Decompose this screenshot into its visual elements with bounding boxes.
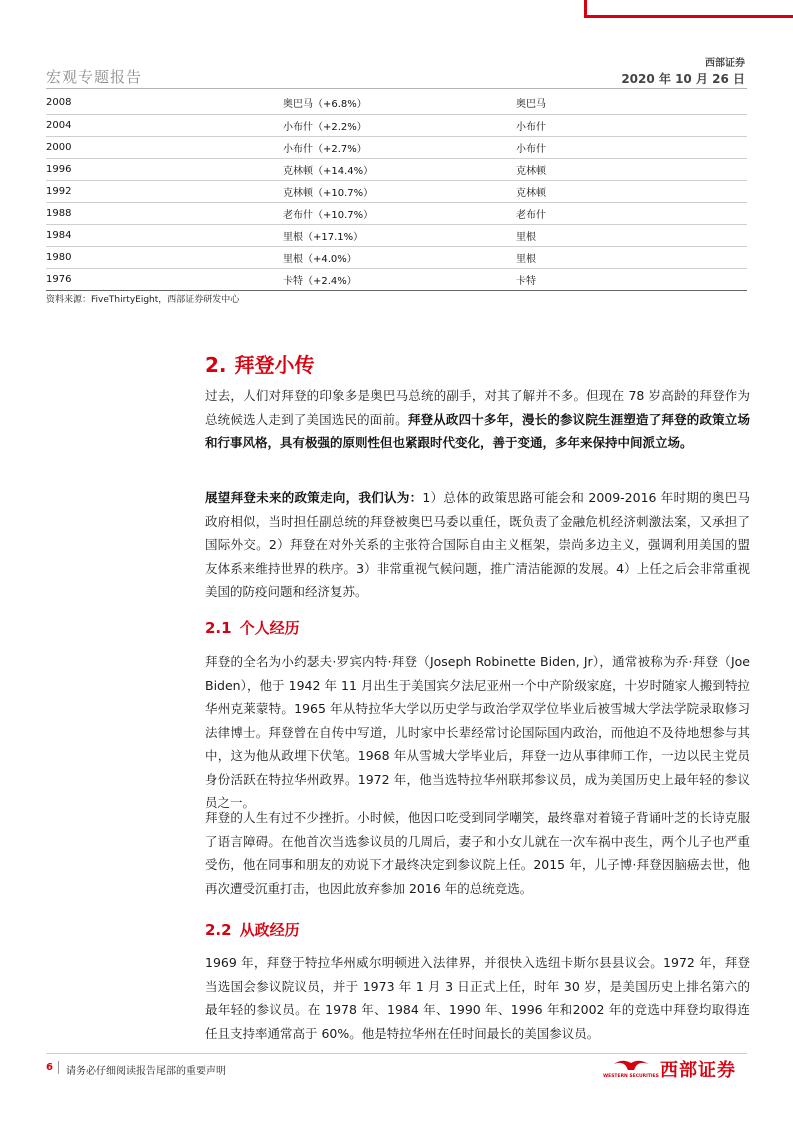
table-row [46,136,747,158]
cell-winner: 克林顿 [516,158,747,180]
table-row [46,114,747,136]
section-2-1-para-1: 拜登的全名为小约瑟夫·罗宾内特·拜登（Joseph Robinette Biden, Jr），通常被称为乔·拜登（Joe Biden），他于 1942 年 11 月出生于美国宾夕法尼亚州一个中产阶级家庭，十岁时随家人搬到特拉华州克莱蒙特。1965 年从特拉华大学以历史学与政治学双学位毕业后被雪城大学法学院录取修习法律博士。拜登曾在自传中写道，儿时家中长辈经常讨论国际国内政治，而他迫不及待地想参与其中，这为他从政埋下伏笔。1968 年从雪城大学毕业后，拜登一边从事律师工作，一边以民主党员身份活跃在特拉华州政界。1972 年，他当选特拉华州联邦参议员，成为美国历史上最年轻的参议员之一。 [205,654,750,810]
cell-year: 1980 [46,246,283,268]
section-2-number: 2. [205,353,227,377]
section-2-1-title: 个人经历 [239,619,300,637]
page-number: 6 [46,1062,53,1073]
cell-year: 1992 [46,180,283,202]
table-row [46,158,747,180]
cell-candidate: 小布什（+2.2%） [283,114,516,136]
cell-year: 1996 [46,158,283,180]
intro-bold: 拜登从政四十多年，漫长的参议院生涯塑造了拜登的政策立场和行事风格，具有极强的原则性但也紧跟时代变化，善于变通，多年来保持中间派立场。 [205,411,750,450]
section-2-title: 拜登小传 [234,353,315,377]
footer-divider [46,1053,747,1054]
cell-year: 2008 [46,92,283,114]
cell-candidate: 老布什（+10.7%） [283,202,516,224]
table-row [46,268,747,290]
cell-candidate: 里根（+17.1%） [283,224,516,246]
cell-candidate: 克林顿（+14.4%） [283,158,516,180]
section-2-intro [205,384,750,455]
corner-accent-horizontal [584,15,793,18]
section-2-2-title: 从政经历 [239,921,300,939]
cell-year: 1976 [46,268,283,290]
cell-winner: 卡特 [516,268,747,290]
footer-disclaimer: 请务必仔细阅读报告尾部的重要声明 [66,1066,226,1077]
table-row [46,202,747,224]
footer-logo-text: 西部证券 [660,1060,736,1081]
section-2-1-heading [205,617,300,638]
cell-winner: 小布什 [516,136,747,158]
header-company: 西部证券 [705,58,745,69]
election-table [46,92,747,291]
cell-candidate: 克林顿（+10.7%） [283,180,516,202]
header-date: 2020 年 10 月 26 日 [621,72,745,86]
cell-year: 2000 [46,136,283,158]
western-bull-logo-icon [603,1056,659,1080]
cell-year: 1988 [46,202,283,224]
cell-winner: 小布什 [516,114,747,136]
cell-candidate: 小布什（+2.7%） [283,136,516,158]
section-2-heading [205,349,315,378]
cell-year: 2004 [46,114,283,136]
table-row [46,180,747,202]
section-2-2-para-1: 1969 年，拜登于特拉华州威尔明顿进入法律界，并很快入选纽卡斯尔县县议会。1972 年，拜登当选国会参议院议员，并于 1973 年 1 月 3 日正式上任，时年 30 岁，是美国历史上排名第六的最年轻的参议员。在 1978 年、1984 年、1990 年、1996 年和2002 年的竞选中拜登均取得连任且支持率通常高于 60%。他是特拉华州在任时间最长的美国参议员。 [205,955,750,1041]
cell-candidate: 奥巴马（+6.8%） [283,92,516,114]
logo-small-text: WESTERN SECURITIES [603,1074,659,1079]
header-divider [46,88,747,89]
cell-year: 1984 [46,224,283,246]
section-2-outlook [205,486,750,604]
intro-plain: 过去，人们对拜登的印象多是奥巴马总统的副手，对其了解并不多。但现在 78 岁高龄的拜登作为总统候选人走到了美国选民的面前。 [205,388,750,427]
cell-winner: 老布什 [516,202,747,224]
outlook-bold: 展望拜登未来的政策走向，我们认为： [205,490,423,505]
section-2-1-para-2: 拜登的人生有过不少挫折。小时候，他因口吃受到同学嘲笑，最终靠对着镜子背诵叶芝的长诗克服了语言障碍。在他首次当选参议员的几周后，妻子和小女儿就在一次车祸中丧生，两个儿子也严重受伤，他在同事和朋友的劝说下才最终决定到参议院上任。2015 年，儿子博·拜登因脑癌去世，他再次遭受沉重打击，也因此放弃参加 2016 年的总统竞选。 [205,810,750,896]
footer-separator [58,1061,59,1074]
report-type: 宏观专题报告 [46,68,143,86]
cell-winner: 克林顿 [516,180,747,202]
section-2-1-number: 2.1 [205,619,232,637]
cell-winner: 奥巴马 [516,92,747,114]
cell-winner: 里根 [516,224,747,246]
table-row [46,246,747,268]
outlook-plain: 1）总体的政策思路可能会和 2009-2016 年时期的奥巴马政府相似，当时担任副总统的拜登被奥巴马委以重任，既负责了金融危机经济刺激法案，又承担了国际外交。2）拜登在对外关系的主张符合国际自由主义框架，崇尚多边主义，强调利用美国的盟友体系来维持世界的秩序。3）非常重视气候问题，推广清洁能源的发展。4）上任之后会非常重视美国的防疫问题和经济复苏。 [205,490,750,599]
cell-winner: 里根 [516,246,747,268]
cell-candidate: 卡特（+2.4%） [283,268,516,290]
section-2-2-number: 2.2 [205,921,232,939]
table-source: 资料来源：FiveThirtyEight，西部证券研发中心 [46,295,240,305]
table-row [46,224,747,246]
cell-candidate: 里根（+4.0%） [283,246,516,268]
table-row [46,92,747,114]
section-2-2-heading [205,919,300,940]
